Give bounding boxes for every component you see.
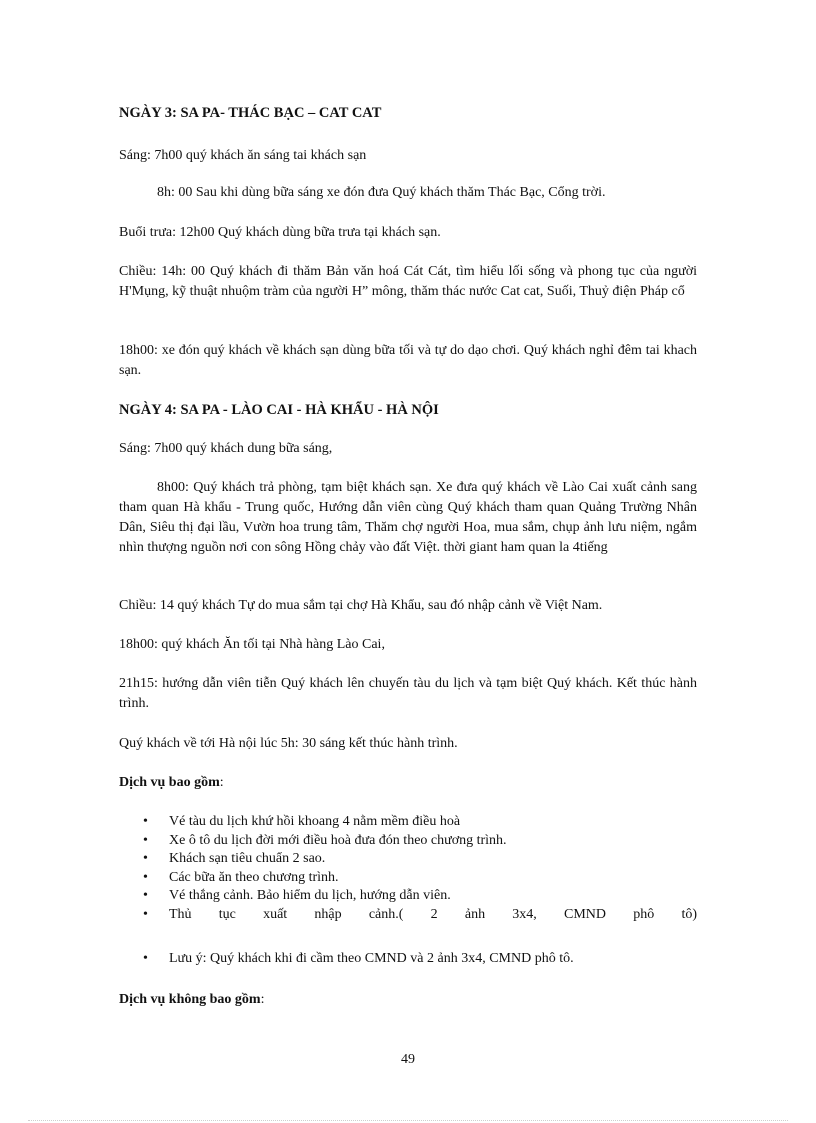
- included-note-list: [119, 950, 697, 969]
- list-item-text: Vé thắng cảnh. Bảo hiểm du lịch, hướng dẫn viên.: [169, 888, 451, 904]
- excluded-heading: [119, 990, 697, 1010]
- list-item-text: Thủ tục xuất nhập cảnh.( 2 ảnh 3x4, CMND phô tô): [169, 906, 697, 922]
- list-item: [119, 887, 697, 906]
- excluded-label: Dịch vụ không bao gồm: [119, 992, 261, 1007]
- day4-arrival: Quý khách về tới Hà nội lúc 5h: 30 sáng kết thúc hành trình.: [119, 736, 458, 751]
- day4-train: 21h15: hướng dẫn viên tiễn Quý khách lên chuyến tàu du lịch và tạm biệt Quý khách. Kết thúc hành trình.: [119, 676, 697, 711]
- included-heading: [119, 773, 697, 793]
- note-text: Lưu ý: Quý khách khi đi cầm theo CMND và 2 ảnh 3x4, CMND phô tô.: [169, 951, 574, 966]
- day4-afternoon: Chiều: 14 quý khách Tự do mua sắm tại chợ Hà Khẩu, sau đó nhập cảnh về Việt Nam.: [119, 598, 603, 613]
- day3-evening: 18h00: xe đón quý khách về khách sạn dùng bữa tối và tự do dạo chơi. Quý khách nghỉ đêm tai khach sạn.: [119, 343, 697, 378]
- list-item: [119, 850, 697, 869]
- day3-morning: Sáng: 7h00 quý khách ăn sáng tai khách sạn: [119, 148, 367, 163]
- day4-dinner: 18h00: quý khách Ăn tối tại Nhà hàng Lào Cai,: [119, 637, 385, 652]
- included-list: [119, 813, 697, 925]
- day4-8h: 8h00: Quý khách trả phòng, tạm biệt khách sạn. Xe đưa quý khách về Lào Cai xuất cảnh sang tham quan Hà khẩu - Trung quốc, Hướng dẫn viên cùng Quý khách tham quan Quảng Trường Nhân Dân, Siêu thị đại lầu, Vườn hoa trung tâm, Thăm chợ người Hoa, mua sắm, chụp ảnh lưu niệm, ngắm nhìn thượng nguồn nơi con sông Hồng chảy vào đất Việt. thời giant ham quan la 4tiếng: [119, 480, 697, 555]
- list-item-text: Xe ô tô du lịch đời mới điều hoà đưa đón theo chương trình.: [169, 832, 507, 848]
- day3-8h: 8h: 00 Sau khi dùng bữa sáng xe đón đưa Quý khách thăm Thác Bạc, Cổng trời.: [157, 185, 606, 200]
- bullet-icon: •: [143, 951, 148, 966]
- day4-morning: Sáng: 7h00 quý khách dung bữa sáng,: [119, 441, 333, 456]
- list-item: [119, 813, 697, 832]
- bullet-icon: •: [143, 906, 148, 922]
- bullet-icon: •: [143, 814, 148, 829]
- list-item: [119, 869, 697, 888]
- list-item-text: Các bữa ăn theo chương trình.: [169, 869, 339, 885]
- list-item: [119, 906, 697, 925]
- list-item: [119, 832, 697, 851]
- day3-afternoon: Chiều: 14h: 00 Quý khách đi thăm Bản văn hoá Cát Cát, tìm hiểu lối sống và phong tục của người H'Mụng, kỹ thuật nhuộm tràm của người H” mông, thăm thác nước Cat cat, Suối, Thuỷ điện Pháp cổ: [119, 264, 697, 299]
- bullet-icon: •: [143, 832, 148, 848]
- list-item-text: Khách sạn tiêu chuẩn 2 sao.: [169, 851, 326, 867]
- list-item-text: Vé tàu du lịch khứ hồi khoang 4 nằm mềm điều hoà: [169, 814, 461, 829]
- included-colon: :: [219, 775, 224, 790]
- included-label: Dịch vụ bao gồm: [119, 775, 220, 790]
- bullet-icon: •: [143, 851, 148, 867]
- bullet-icon: •: [143, 869, 148, 885]
- excluded-colon: :: [260, 992, 265, 1007]
- page-bottom-divider: [28, 1120, 788, 1121]
- list-item: [119, 950, 697, 969]
- day3-heading: NGÀY 3: SA PA- THÁC BẠC – CAT CAT: [119, 105, 382, 121]
- day4-heading: NGÀY 4: SA PA - LÀO CAI - HÀ KHẨU - HÀ NỘI: [119, 402, 439, 418]
- bullet-icon: •: [143, 888, 148, 904]
- page-number: 49: [401, 1052, 415, 1067]
- day3-noon: Buổi trưa: 12h00 Quý khách dùng bữa trưa tại khách sạn.: [119, 225, 441, 240]
